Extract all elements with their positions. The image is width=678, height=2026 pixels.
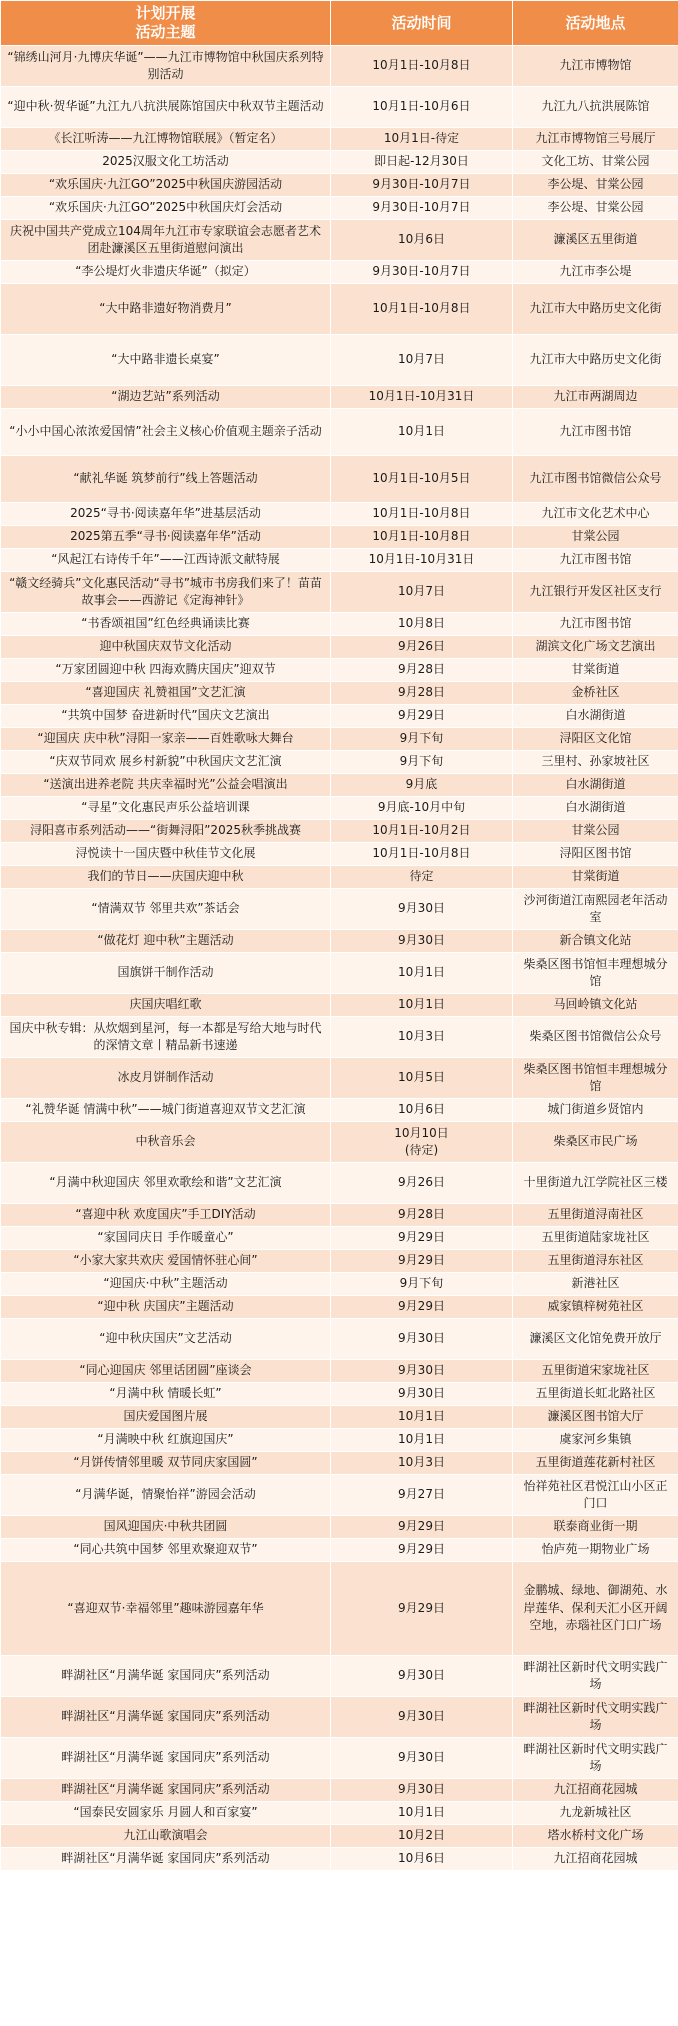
cell-time: 10月6日 — [331, 220, 513, 261]
table-row — [1, 930, 678, 953]
table-row — [1, 409, 678, 456]
cell-theme: 迎中秋国庆双节文化活动 — [1, 636, 331, 659]
table-row — [1, 87, 678, 128]
cell-theme: “喜迎国庆 礼赞祖国”文艺汇演 — [1, 682, 331, 705]
cell-time: 10月5日 — [331, 1058, 513, 1099]
cell-place: 九江市大中路历史文化街 — [513, 335, 678, 386]
table-row — [1, 728, 678, 751]
cell-theme: “共筑中国梦 奋进新时代”国庆文艺演出 — [1, 705, 331, 728]
cell-place: 甘棠街道 — [513, 659, 678, 682]
cell-place: 濂溪区五里街道 — [513, 220, 678, 261]
cell-theme: “万家团圆迎中秋 四海欢腾庆国庆”迎双节 — [1, 659, 331, 682]
cell-theme: “礼赞华诞 情满中秋”——城门街道喜迎双节文艺汇演 — [1, 1099, 331, 1122]
table-row — [1, 1250, 678, 1273]
cell-time: 9月29日 — [331, 705, 513, 728]
cell-time: 9月29日 — [331, 1516, 513, 1539]
cell-time: 9月29日 — [331, 1562, 513, 1656]
cell-place: 金桥社区 — [513, 682, 678, 705]
cell-theme: “月满中秋迎国庆 邻里欢歌绘和谐”文艺汇演 — [1, 1163, 331, 1204]
cell-place: 柴桑区市民广场 — [513, 1122, 678, 1163]
cell-place: 柴桑区图书馆恒丰理想城分馆 — [513, 953, 678, 994]
cell-place: 九江市图书馆 — [513, 613, 678, 636]
cell-place: 五里街道宋家垅社区 — [513, 1360, 678, 1383]
table-row — [1, 261, 678, 284]
cell-place: 九江市博物馆三号展厅 — [513, 128, 678, 151]
cell-theme: 畔湖社区“月满华诞 家国同庆”系列活动 — [1, 1738, 331, 1779]
cell-place: 五里街道浔南社区 — [513, 1204, 678, 1227]
header-time: 活动时间 — [331, 1, 513, 46]
cell-theme: 浔阳喜市系列活动——“街舞浔阳”2025秋季挑战赛 — [1, 820, 331, 843]
cell-theme: “锦绣山河月·九博庆华诞”——九江市博物馆中秋国庆系列特别活动 — [1, 46, 331, 87]
cell-theme: “迎国庆 庆中秋”浔阳一家亲——百姓歌咏大舞台 — [1, 728, 331, 751]
table-row — [1, 1697, 678, 1738]
cell-place: 九江市大中路历史文化街 — [513, 284, 678, 335]
cell-theme: “月满中秋 情暖长虹” — [1, 1383, 331, 1406]
cell-theme: “赣文经骑兵”文化惠民活动“寻书”城市书房我们来了！苗苗故事会——西游记《定海神针》 — [1, 572, 331, 613]
cell-time: 9月下旬 — [331, 751, 513, 774]
table-row — [1, 1058, 678, 1099]
table-row — [1, 1227, 678, 1250]
cell-theme: “国泰民安圆家乐 月圆人和百家宴” — [1, 1802, 331, 1825]
cell-theme: “家国同庆日 手作暖童心” — [1, 1227, 331, 1250]
cell-theme: 中秋音乐会 — [1, 1122, 331, 1163]
table-row — [1, 456, 678, 503]
cell-place: 塔水桥村文化广场 — [513, 1825, 678, 1848]
cell-time: 10月1日-10月31日 — [331, 386, 513, 409]
table-row — [1, 335, 678, 386]
cell-theme: “同心迎国庆 邻里话团圆”座谈会 — [1, 1360, 331, 1383]
table-row — [1, 220, 678, 261]
cell-place: 新合镇文化站 — [513, 930, 678, 953]
table-row — [1, 1017, 678, 1058]
cell-place: 威家镇梓树苑社区 — [513, 1296, 678, 1319]
table-row — [1, 1204, 678, 1227]
cell-theme: 畔湖社区“月满华诞 家国同庆”系列活动 — [1, 1656, 331, 1697]
cell-place: 畔湖社区新时代文明实践广场 — [513, 1738, 678, 1779]
cell-place: 五里街道长虹北路社区 — [513, 1383, 678, 1406]
cell-theme: 浔悦读十一国庆暨中秋佳节文化展 — [1, 843, 331, 866]
header-place: 活动地点 — [513, 1, 678, 46]
cell-theme: “书香颂祖国”红色经典诵读比赛 — [1, 613, 331, 636]
cell-place: 五里街道浔东社区 — [513, 1250, 678, 1273]
cell-theme: “月满映中秋 红旗迎国庆” — [1, 1429, 331, 1452]
cell-time: 10月1日 — [331, 409, 513, 456]
cell-theme: “情满双节 邻里共欢”茶话会 — [1, 889, 331, 930]
cell-place: 九江市图书馆 — [513, 549, 678, 572]
cell-time: 10月1日-10月8日 — [331, 46, 513, 87]
cell-theme: 国庆中秋专辑：从炊烟到星河，每一本都是写给大地与时代的深情文章丨精品新书速递 — [1, 1017, 331, 1058]
cell-time: 9月30日-10月7日 — [331, 197, 513, 220]
cell-time: 10月1日-待定 — [331, 128, 513, 151]
cell-place: 九江银行开发区社区支行 — [513, 572, 678, 613]
cell-time: 10月2日 — [331, 1825, 513, 1848]
cell-place: 金鹏城、绿地、御湖苑、水岸莲华、保利天汇小区开阔空地，赤瑙社区门口广场 — [513, 1562, 678, 1656]
cell-time: 9月30日-10月7日 — [331, 174, 513, 197]
cell-place: 马回岭镇文化站 — [513, 994, 678, 1017]
cell-place: 新港社区 — [513, 1273, 678, 1296]
table-row — [1, 659, 678, 682]
table-row — [1, 820, 678, 843]
cell-place: 九江市图书馆微信公众号 — [513, 456, 678, 503]
cell-theme: “做花灯 迎中秋”主题活动 — [1, 930, 331, 953]
table-row — [1, 1296, 678, 1319]
cell-time: 10月8日 — [331, 613, 513, 636]
cell-place: 文化工坊、甘棠公园 — [513, 151, 678, 174]
cell-time: 9月30日 — [331, 1319, 513, 1360]
cell-place: 九江招商花园城 — [513, 1848, 678, 1871]
cell-time: 10月1日-10月8日 — [331, 843, 513, 866]
table-row — [1, 1656, 678, 1697]
cell-place: 濂溪区文化馆免费开放厅 — [513, 1319, 678, 1360]
cell-time: 10月1日-10月8日 — [331, 503, 513, 526]
cell-place: 浔阳区图书馆 — [513, 843, 678, 866]
cell-place: 甘棠街道 — [513, 866, 678, 889]
table-row — [1, 613, 678, 636]
cell-theme: 2025汉服文化工坊活动 — [1, 151, 331, 174]
cell-theme: “迎中秋庆国庆”文艺活动 — [1, 1319, 331, 1360]
cell-theme: 2025第五季“寻书·阅读嘉年华”活动 — [1, 526, 331, 549]
cell-place: 怡庐苑一期物业广场 — [513, 1539, 678, 1562]
cell-time: 10月10日 (待定) — [331, 1122, 513, 1163]
cell-theme: 国庆爱国图片展 — [1, 1406, 331, 1429]
table-row — [1, 1825, 678, 1848]
cell-place: 联泰商业街一期 — [513, 1516, 678, 1539]
cell-time: 10月1日-10月31日 — [331, 549, 513, 572]
cell-theme: “湖边艺站”系列活动 — [1, 386, 331, 409]
cell-theme: 庆祝中国共产党成立104周年九江市专家联谊会志愿者艺术团赴濂溪区五里街道慰问演出 — [1, 220, 331, 261]
cell-theme: “月饼传情邻里暖 双节同庆家国圆” — [1, 1452, 331, 1475]
table-row — [1, 503, 678, 526]
cell-theme: 2025“寻书·阅读嘉年华”进基层活动 — [1, 503, 331, 526]
cell-theme: 庆国庆唱红歌 — [1, 994, 331, 1017]
table-row — [1, 866, 678, 889]
cell-theme: “月满华诞，情聚怡祥”游园会活动 — [1, 1475, 331, 1516]
table-row — [1, 843, 678, 866]
cell-theme: 《长江听涛——九江博物馆联展》（暂定名） — [1, 128, 331, 151]
cell-time: 10月7日 — [331, 572, 513, 613]
table-row — [1, 284, 678, 335]
cell-theme: “迎中秋·贺华诞”九江九八抗洪展陈馆国庆中秋双节主题活动 — [1, 87, 331, 128]
cell-time: 9月下旬 — [331, 1273, 513, 1296]
cell-time: 9月26日 — [331, 1163, 513, 1204]
cell-time: 10月7日 — [331, 335, 513, 386]
cell-time: 10月1日 — [331, 953, 513, 994]
cell-time: 10月1日-10月6日 — [331, 87, 513, 128]
cell-place: 畔湖社区新时代文明实践广场 — [513, 1697, 678, 1738]
table-row — [1, 386, 678, 409]
cell-time: 9月底-10月中旬 — [331, 797, 513, 820]
cell-theme: “迎中秋 庆国庆”主题活动 — [1, 1296, 331, 1319]
cell-time: 10月1日-10月8日 — [331, 526, 513, 549]
cell-place: 李公堤、甘棠公园 — [513, 174, 678, 197]
cell-place: 白水湖街道 — [513, 797, 678, 820]
cell-time: 10月6日 — [331, 1099, 513, 1122]
cell-time: 9月30日 — [331, 1360, 513, 1383]
cell-theme: 我们的节日——庆国庆迎中秋 — [1, 866, 331, 889]
cell-time: 10月1日-10月2日 — [331, 820, 513, 843]
table-row — [1, 526, 678, 549]
cell-time: 10月1日 — [331, 994, 513, 1017]
table-row — [1, 1122, 678, 1163]
cell-time: 9月30日-10月7日 — [331, 261, 513, 284]
cell-place: 九江市两湖周边 — [513, 386, 678, 409]
cell-time: 10月1日 — [331, 1406, 513, 1429]
table-row — [1, 46, 678, 87]
cell-place: 虞家河乡集镇 — [513, 1429, 678, 1452]
table-row — [1, 1475, 678, 1516]
cell-place: 三里村、孙家坡社区 — [513, 751, 678, 774]
table-row — [1, 1562, 678, 1656]
cell-time: 9月30日 — [331, 1656, 513, 1697]
cell-theme: 畔湖社区“月满华诞 家国同庆”系列活动 — [1, 1697, 331, 1738]
cell-theme: “寻星”文化惠民声乐公益培训课 — [1, 797, 331, 820]
table-row — [1, 797, 678, 820]
table-row — [1, 1406, 678, 1429]
cell-theme: “献礼华诞 筑梦前行”线上答题活动 — [1, 456, 331, 503]
cell-time: 9月30日 — [331, 1738, 513, 1779]
cell-place: 畔湖社区新时代文明实践广场 — [513, 1656, 678, 1697]
cell-place: 白水湖街道 — [513, 705, 678, 728]
table-row — [1, 197, 678, 220]
cell-place: 城门街道乡贤馆内 — [513, 1099, 678, 1122]
cell-theme: “迎国庆·中秋”主题活动 — [1, 1273, 331, 1296]
cell-time: 9月29日 — [331, 1539, 513, 1562]
cell-theme: “小家大家共欢庆 爱国情怀驻心间” — [1, 1250, 331, 1273]
cell-time: 10月3日 — [331, 1017, 513, 1058]
cell-time: 9月26日 — [331, 636, 513, 659]
cell-time: 9月28日 — [331, 1204, 513, 1227]
cell-time: 9月下旬 — [331, 728, 513, 751]
cell-time: 9月28日 — [331, 659, 513, 682]
table-row — [1, 1779, 678, 1802]
cell-time: 10月1日 — [331, 1802, 513, 1825]
cell-place: 沙河街道江南熙园老年活动室 — [513, 889, 678, 930]
cell-time: 9月27日 — [331, 1475, 513, 1516]
cell-place: 白水湖街道 — [513, 774, 678, 797]
table-row — [1, 1539, 678, 1562]
cell-place: 五里街道莲花新村社区 — [513, 1452, 678, 1475]
table-row — [1, 953, 678, 994]
cell-theme: 国旗饼干制作活动 — [1, 953, 331, 994]
cell-time: 待定 — [331, 866, 513, 889]
cell-place: 九江市李公堤 — [513, 261, 678, 284]
cell-place: 怡祥苑社区君悦江山小区正门口 — [513, 1475, 678, 1516]
header-theme: 计划开展 活动主题 — [1, 1, 331, 46]
cell-time: 9月29日 — [331, 1250, 513, 1273]
cell-place: 九江九八抗洪展陈馆 — [513, 87, 678, 128]
table-row — [1, 549, 678, 572]
cell-time: 10月3日 — [331, 1452, 513, 1475]
cell-place: 九江市图书馆 — [513, 409, 678, 456]
table-row — [1, 1163, 678, 1204]
cell-place: 柴桑区图书馆恒丰理想城分馆 — [513, 1058, 678, 1099]
table-row — [1, 1273, 678, 1296]
cell-place: 九江市文化艺术中心 — [513, 503, 678, 526]
table-row — [1, 1319, 678, 1360]
cell-time: 9月28日 — [331, 682, 513, 705]
cell-place: 濂溪区图书馆大厅 — [513, 1406, 678, 1429]
cell-place: 甘棠公园 — [513, 820, 678, 843]
cell-theme: “喜迎双节·幸福邻里”趣味游园嘉年华 — [1, 1562, 331, 1656]
cell-time: 9月底 — [331, 774, 513, 797]
cell-time: 9月29日 — [331, 1296, 513, 1319]
cell-place: 李公堤、甘棠公园 — [513, 197, 678, 220]
cell-theme: “喜迎中秋 欢度国庆”手工DIY活动 — [1, 1204, 331, 1227]
cell-theme: “欢乐国庆·九江GO”2025中秋国庆游园活动 — [1, 174, 331, 197]
cell-place: 九江招商花园城 — [513, 1779, 678, 1802]
cell-place: 甘棠公园 — [513, 526, 678, 549]
table-header — [1, 1, 678, 46]
table-row — [1, 889, 678, 930]
table-row — [1, 1360, 678, 1383]
cell-theme: “同心共筑中国梦 邻里欢聚迎双节” — [1, 1539, 331, 1562]
table-row — [1, 682, 678, 705]
cell-time: 10月1日-10月8日 — [331, 284, 513, 335]
cell-time: 10月1日 — [331, 1429, 513, 1452]
cell-theme: “小小中国心浓浓爱国情”社会主义核心价值观主题亲子活动 — [1, 409, 331, 456]
table-row — [1, 174, 678, 197]
cell-place: 九江市博物馆 — [513, 46, 678, 87]
cell-theme: 国风迎国庆·中秋共团圆 — [1, 1516, 331, 1539]
cell-place: 九龙新城社区 — [513, 1802, 678, 1825]
table-row — [1, 705, 678, 728]
cell-theme: 畔湖社区“月满华诞 家国同庆”系列活动 — [1, 1779, 331, 1802]
cell-time: 9月30日 — [331, 1383, 513, 1406]
cell-theme: “庆双节同欢 展乡村新貌”中秋国庆文艺汇演 — [1, 751, 331, 774]
table-row — [1, 1848, 678, 1871]
cell-theme: “送演出进养老院 共庆幸福时光”公益会唱演出 — [1, 774, 331, 797]
table-row — [1, 1429, 678, 1452]
table-row — [1, 1452, 678, 1475]
table-row — [1, 572, 678, 613]
cell-place: 湖滨文化广场文艺演出 — [513, 636, 678, 659]
cell-theme: 九江山歌演唱会 — [1, 1825, 331, 1848]
table-row — [1, 1516, 678, 1539]
cell-time: 9月30日 — [331, 1779, 513, 1802]
table-row — [1, 1802, 678, 1825]
table-row — [1, 774, 678, 797]
cell-time: 10月6日 — [331, 1848, 513, 1871]
cell-place: 五里街道陆家垅社区 — [513, 1227, 678, 1250]
table-row — [1, 636, 678, 659]
cell-theme: 冰皮月饼制作活动 — [1, 1058, 331, 1099]
table-row — [1, 128, 678, 151]
cell-theme: “风起江右诗传千年”——江西诗派文献特展 — [1, 549, 331, 572]
cell-time: 9月30日 — [331, 889, 513, 930]
cell-place: 浔阳区文化馆 — [513, 728, 678, 751]
table-row — [1, 994, 678, 1017]
cell-theme: “大中路非遗长桌宴” — [1, 335, 331, 386]
cell-time: 9月30日 — [331, 930, 513, 953]
table-row — [1, 1738, 678, 1779]
cell-place: 十里街道九江学院社区三楼 — [513, 1163, 678, 1204]
cell-place: 柴桑区图书馆微信公众号 — [513, 1017, 678, 1058]
table-row — [1, 751, 678, 774]
cell-theme: “大中路非遗好物消费月” — [1, 284, 331, 335]
cell-theme: 畔湖社区“月满华诞 家国同庆”系列活动 — [1, 1848, 331, 1871]
cell-time: 9月29日 — [331, 1227, 513, 1250]
cell-theme: “欢乐国庆·九江GO”2025中秋国庆灯会活动 — [1, 197, 331, 220]
table-row — [1, 1383, 678, 1406]
cell-time: 即日起-12月30日 — [331, 151, 513, 174]
table-row — [1, 1099, 678, 1122]
cell-theme: “李公堤灯火非遗庆华诞”（拟定） — [1, 261, 331, 284]
table-body — [1, 46, 678, 1871]
cell-time: 10月1日-10月5日 — [331, 456, 513, 503]
table-row — [1, 151, 678, 174]
cell-time: 9月30日 — [331, 1697, 513, 1738]
